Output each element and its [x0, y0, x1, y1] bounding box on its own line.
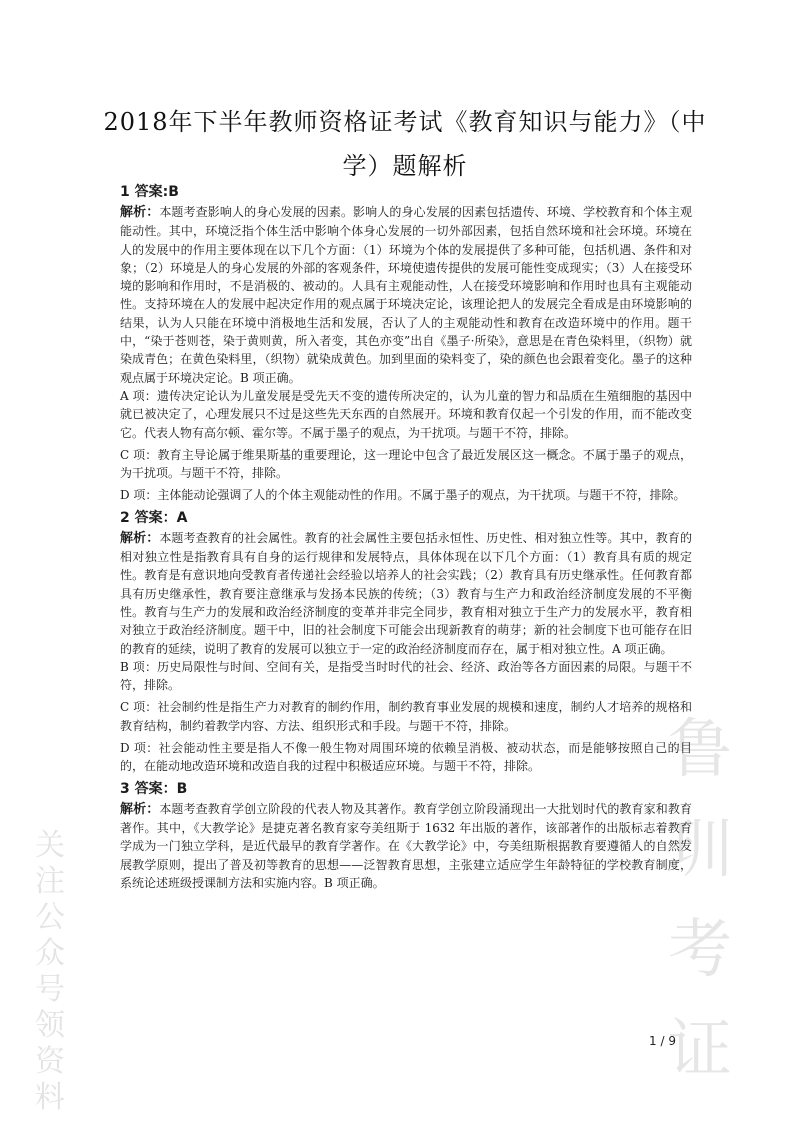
question-1-answer-heading: 1 答案:B [120, 184, 179, 200]
question-1-option-c: C 项：教育主导论属于维果斯基的重要理论，这一理论中包含了最近发展区这一概念。不属于墨子的观点，为干扰项。与题干不符，排除。 [120, 447, 692, 481]
watermark-left-vertical: 关注公众号领资料 [35, 828, 65, 1115]
question-3-answer-heading: 3 答案：B [120, 780, 188, 797]
analysis-text: 本题考查影响人的身心发展的因素。影响人的身心发展的因素包括遗传、环境、学校教育和个体主观能动性。其中，环境泛指个体生活中影响个体身心发展的一切外部因素，包括自然环境和社会环境。环境在人的发展中的作用主要体现在以下几个方面：（1）环境为个体的发展提供了多种可能，包括机遇、条件和对象；（2）环境是人的身心发展的外部的客观条件，环境使遗传提供的发展可能性变成现实；（3）人在接受环境的影响和作用时，不是消极的、被动的。人具有主观能动性，人在接受环境影响和作用时也具有主观能动性。支持环境在人的发展中起决定作用的观点属于环境决定论，该理论把人的发展完全看成是由环境影响的结果，认为人只能在环境中消极地生活和发展，否认了人的主观能动性和教育在改造环境中的作用。题干中，“染于苍则苍，染于黄则黄，所入者变，其色亦变”出自《墨子·所染》，意思是在青色染料里，（织物）就染成青色；在黄色染料里，（织物）就染成黄色。加到里面的染料变了，染的颜色也会跟着变化。墨子的这种观点属于环境决定论。B 项正确。 [120, 205, 692, 385]
analysis-label: 解析： [120, 801, 160, 817]
question-3-analysis [120, 800, 692, 892]
question-2-option-c: C 项：社会制约性是指生产力对教育的制约作用，制约教育事业发展的规模和速度，制约人才培养的规格和教育结构，制约着教学内容、方法、组织形式和手段。与题干不符，排除。 [120, 700, 692, 733]
analysis-label: 解析： [120, 530, 160, 546]
question-1-analysis [120, 203, 692, 387]
question-1-option-a: A 项：遗传决定论认为儿童发展是受先天不变的遗传所决定的，认为儿童的智力和品质在生殖细胞的基因中就已被决定了，心理发展只不过是这些先天东西的自然展开。环境和教育仅起一个引发的作用，而不能改变它。代表人物有高尔顿、霍尔等。不属于墨子的观点，为干扰项。与题干不符，排除。 [120, 388, 692, 440]
question-2-answer-heading: 2 答案：A [120, 509, 188, 526]
answer-content [120, 182, 692, 892]
question-2-analysis [120, 529, 692, 658]
analysis-label: 解析： [120, 205, 160, 220]
question-1-option-d: D 项：主体能动论强调了人的个体主观能动性的作用。不属于墨子的观点，为干扰项。与题干不符，排除。 [120, 488, 686, 503]
analysis-text: 本题考查教育学创立阶段的代表人物及其著作。教育学创立阶段涌现出一大批划时代的教育家和教育著作。其中，《大教学论》是捷克著名教育家夸美纽斯于 1632 年出版的著作，该部著作的出版标志着教育学成为一门独立学科，是近代最早的教育学著作。在《大教学论》中，夸美纽斯根据教育要遵循人的自然发展教学原则，提出了普及初等教育的思想——泛智教育思想，主张建立适应学生年龄特征的学校教育制度，系统论述班级授课制方法和实施内容。B 项正确。 [120, 801, 692, 890]
analysis-text: 本题考查教育的社会属性。教育的社会属性主要包括永恒性、历史性、相对独立性等。其中，教育的相对独立性是指教育具有自身的运行规律和发展特点，具体体现在以下几个方面：（1）教育具有质的规定性。教育是有意识地向受教育者传递社会经验以培养人的社会实践；（2）教育具有历史继承性。任何教育都具有历史继承性，教育要注意继承与发扬本民族的传统；（3）教育与生产力和政治经济制度发展的不平衡性。教育与生产力的发展和政治经济制度的变革并非完全同步，教育相对独立于生产力的发展水平，教育相对独立于政治经济制度。题干中，旧的社会制度下可能会出现新教育的萌芽；新的社会制度下也可能存在旧的教育的延续，说明了教育的发展可以独立于一定的政治经济制度而存在，属于相对独立性。A 项正确。 [120, 530, 692, 656]
page-title: 2018年下半年教师资格证考试《教育知识与能力》（中学）题解析 [103, 108, 707, 180]
question-2-option-b: B 项：历史局限性与时间、空间有关，是指受当时时代的社会、经济、政治等各方面因素的局限。与题干不符，排除。 [120, 659, 692, 693]
watermark-right-vertical: 鲁玔考证 [668, 713, 732, 1087]
page-number: 1 / 9 [649, 1034, 676, 1048]
question-2-option-d: D 项：社会能动性主要是指人不像一般生物对周围环境的依赖呈消极、被动状态，而是能够按照自己的目的，在能动地改造环境和改造自我的过程中积极适应环境。与题干不符，排除。 [120, 741, 692, 774]
